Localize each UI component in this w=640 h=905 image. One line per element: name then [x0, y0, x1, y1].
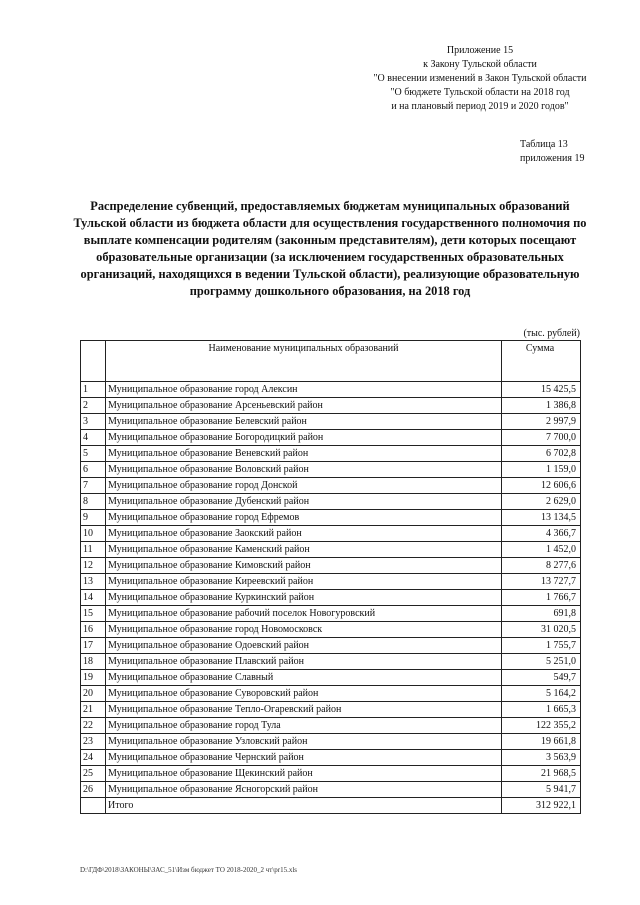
row-number: 23	[81, 734, 106, 750]
row-name: Муниципальное образование Славный	[106, 670, 502, 686]
row-name: Муниципальное образование Одоевский район	[106, 638, 502, 654]
total-sum: 312 922,1	[502, 798, 581, 814]
table-ref-line-2: приложения 19	[520, 153, 585, 164]
row-name: Муниципальное образование Чернский район	[106, 750, 502, 766]
table-row	[81, 702, 581, 718]
row-name: Муниципальное образование город Алексин	[106, 382, 502, 398]
row-name: Муниципальное образование Богородицкий район	[106, 430, 502, 446]
table-row	[81, 462, 581, 478]
row-sum: 19 661,8	[502, 734, 581, 750]
header-number-cell	[81, 341, 106, 382]
table-row	[81, 622, 581, 638]
row-name: Муниципальное образование Заокский район	[106, 526, 502, 542]
appendix-line-5: и на плановый период 2019 и 2020 годов"	[391, 101, 569, 112]
table-row	[81, 558, 581, 574]
row-name: Муниципальное образование Каменский район	[106, 542, 502, 558]
table-row	[81, 638, 581, 654]
row-number: 21	[81, 702, 106, 718]
appendix-line-2: к Закону Тульской области	[423, 59, 537, 70]
row-name: Муниципальное образование город Донской	[106, 478, 502, 494]
row-name: Муниципальное образование Куркинский район	[106, 590, 502, 606]
table-row	[81, 750, 581, 766]
appendix-header	[330, 44, 630, 114]
table-row	[81, 734, 581, 750]
row-name: Муниципальное образование город Тула	[106, 718, 502, 734]
units-label: (тыс. рублей)	[523, 328, 580, 339]
table-reference	[520, 138, 584, 166]
row-number: 14	[81, 590, 106, 606]
row-number: 12	[81, 558, 106, 574]
table-row	[81, 766, 581, 782]
row-name: Муниципальное образование Ясногорский район	[106, 782, 502, 798]
table-row	[81, 510, 581, 526]
row-sum: 1 755,7	[502, 638, 581, 654]
table-row	[81, 574, 581, 590]
table-row	[81, 494, 581, 510]
row-number: 17	[81, 638, 106, 654]
row-sum: 122 355,2	[502, 718, 581, 734]
subsidy-table	[80, 340, 581, 814]
row-sum: 2 997,9	[502, 414, 581, 430]
row-name: Муниципальное образование рабочий поселок Новогуровский	[106, 606, 502, 622]
row-sum: 1 452,0	[502, 542, 581, 558]
table-row	[81, 670, 581, 686]
row-number: 15	[81, 606, 106, 622]
appendix-line-3: "О внесении изменений в Закон Тульской области	[373, 73, 587, 84]
row-sum: 6 702,8	[502, 446, 581, 462]
table-header-row	[81, 341, 581, 382]
row-number: 7	[81, 478, 106, 494]
row-sum: 8 277,6	[502, 558, 581, 574]
row-sum: 12 606,6	[502, 478, 581, 494]
appendix-line-1: Приложение 15	[446, 45, 514, 56]
document-title: Распределение субвенций, предоставляемых бюджетам муниципальных образований Тульской области из бюджета области для осуществления государственного полномочия по выплате компенсации родителям (законным представителям), дети которых посещают образовательные организации (за исключением государственных образовательных организаций, находящихся в ведении Тульской области), реализующие образовательную программу дошкольного образования, на 2018 год	[73, 199, 587, 298]
row-sum: 21 968,5	[502, 766, 581, 782]
total-number	[81, 798, 106, 814]
table-row	[81, 782, 581, 798]
row-sum: 5 251,0	[502, 654, 581, 670]
table-row	[81, 398, 581, 414]
row-number: 13	[81, 574, 106, 590]
row-number: 4	[81, 430, 106, 446]
row-number: 24	[81, 750, 106, 766]
row-sum: 2 629,0	[502, 494, 581, 510]
row-number: 22	[81, 718, 106, 734]
row-number: 6	[81, 462, 106, 478]
row-number: 5	[81, 446, 106, 462]
table-row	[81, 542, 581, 558]
row-name: Муниципальное образование Тепло-Огаревский район	[106, 702, 502, 718]
row-number: 11	[81, 542, 106, 558]
row-sum: 1 665,3	[502, 702, 581, 718]
row-name: Муниципальное образование Щекинский район	[106, 766, 502, 782]
row-name: Муниципальное образование Узловский район	[106, 734, 502, 750]
row-number: 10	[81, 526, 106, 542]
table-row	[81, 526, 581, 542]
table-row	[81, 446, 581, 462]
row-sum: 3 563,9	[502, 750, 581, 766]
row-sum: 1 766,7	[502, 590, 581, 606]
row-sum: 13 727,7	[502, 574, 581, 590]
table-row	[81, 414, 581, 430]
header-sum-cell: Сумма	[502, 341, 581, 382]
row-number: 8	[81, 494, 106, 510]
row-name: Муниципальное образование Воловский район	[106, 462, 502, 478]
table-row	[81, 590, 581, 606]
row-number: 19	[81, 670, 106, 686]
table-row	[81, 478, 581, 494]
total-label: Итого	[106, 798, 502, 814]
row-sum: 1 386,8	[502, 398, 581, 414]
row-sum: 15 425,5	[502, 382, 581, 398]
row-sum: 5 164,2	[502, 686, 581, 702]
row-name: Муниципальное образование город Новомосковск	[106, 622, 502, 638]
row-sum: 13 134,5	[502, 510, 581, 526]
row-name: Муниципальное образование город Ефремов	[106, 510, 502, 526]
row-number: 25	[81, 766, 106, 782]
row-name: Муниципальное образование Суворовский район	[106, 686, 502, 702]
total-row	[81, 798, 581, 814]
row-name: Муниципальное образование Арсеньевский район	[106, 398, 502, 414]
row-number: 16	[81, 622, 106, 638]
row-number: 9	[81, 510, 106, 526]
table-row	[81, 430, 581, 446]
row-sum: 549,7	[502, 670, 581, 686]
row-number: 2	[81, 398, 106, 414]
row-sum: 31 020,5	[502, 622, 581, 638]
table-row	[81, 654, 581, 670]
row-number: 1	[81, 382, 106, 398]
table-row	[81, 382, 581, 398]
row-sum: 7 700,0	[502, 430, 581, 446]
header-name-cell: Наименование муниципальных образований	[106, 341, 502, 382]
row-name: Муниципальное образование Дубенский район	[106, 494, 502, 510]
row-sum: 691,8	[502, 606, 581, 622]
table-row	[81, 718, 581, 734]
row-number: 18	[81, 654, 106, 670]
row-name: Муниципальное образование Белевский район	[106, 414, 502, 430]
appendix-line-4: "О бюджете Тульской области на 2018 год	[390, 87, 570, 98]
row-name: Муниципальное образование Веневский район	[106, 446, 502, 462]
row-name: Муниципальное образование Киреевский район	[106, 574, 502, 590]
row-sum: 5 941,7	[502, 782, 581, 798]
row-number: 20	[81, 686, 106, 702]
row-name: Муниципальное образование Плавский район	[106, 654, 502, 670]
row-sum: 1 159,0	[502, 462, 581, 478]
row-name: Муниципальное образование Кимовский район	[106, 558, 502, 574]
file-path-footer: D:\ГДФ\2018\ЗАКОНЫ\ЗАС_51\Изм бюджет ТО 2018-2020_2 чт\pr15.xls	[80, 866, 298, 874]
row-number: 26	[81, 782, 106, 798]
table-row	[81, 606, 581, 622]
row-number: 3	[81, 414, 106, 430]
table-ref-line-1: Таблица 13	[520, 139, 568, 150]
table-row	[81, 686, 581, 702]
row-sum: 4 366,7	[502, 526, 581, 542]
